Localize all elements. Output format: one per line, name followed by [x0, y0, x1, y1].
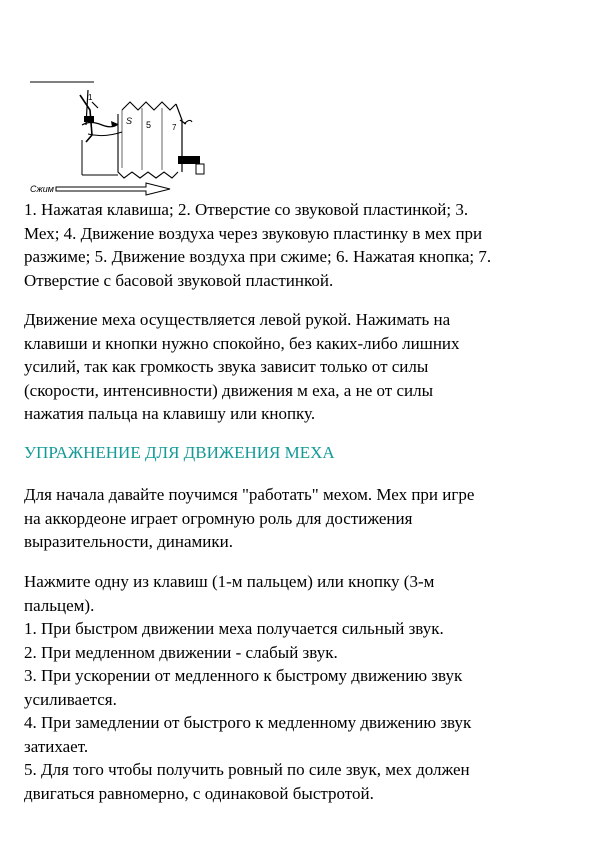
paragraph-line: Движение меха осуществляется левой рукой. Нажимать на — [24, 310, 451, 329]
step-item: 2. При медленном движении - слабый звук. — [24, 642, 338, 662]
caption-line: Отверстие с басовой звуковой пластинкой. — [24, 270, 334, 290]
bass-air-line — [184, 120, 192, 124]
caption-line: 1. Нажатая клавиша; 2. Отверстие со звуковой пластинкой; 3. — [24, 200, 469, 219]
paragraph-line: (скорости, интенсивности) движения м еха, а не от силы — [24, 380, 433, 400]
step-item: 4. При замедлении от быстрого к медленному движению звук — [24, 713, 472, 732]
diagram-drawing — [22, 80, 232, 198]
paragraph-line: на аккордеоне играет огромную роль для достижения — [24, 508, 413, 528]
diagram-label-s: S — [126, 116, 133, 126]
section-heading: УПРАЖНЕНИЕ ДЛЯ ДВИЖЕНИЯ МЕХА — [24, 443, 335, 462]
diagram-label-5: 5 — [146, 120, 152, 130]
paragraph-line: Для начала давайте поучимся "работать" мехом. Мех при игре — [24, 485, 475, 504]
paragraph-line: Нажмите одну из клавиш (1-м пальцем) или кнопку (3-м — [24, 572, 435, 591]
step-item: 5. Для того чтобы получить ровный по силе звук, мех должен — [24, 760, 470, 779]
paragraph-line: пальцем). — [24, 595, 95, 615]
paragraph-line: усилий, так как громкость звука зависит только от силы — [24, 357, 429, 376]
exercise-steps — [24, 570, 576, 805]
diagram-label-1: 1 — [88, 93, 93, 102]
key-pressed-block — [84, 116, 94, 122]
air-flow-line-2 — [88, 132, 122, 136]
step-item: двигаться равномерно, с одинаковой быстротой. — [24, 783, 374, 803]
caption-line: разжиме; 5. Движение воздуха при сжиме; 6. Нажатая кнопка; 7. — [24, 247, 492, 266]
bellows-top-folds — [122, 102, 176, 110]
diagram-label-7: 7 — [172, 123, 177, 132]
paragraph-line: нажатия пальца на клавишу или кнопку. — [24, 404, 316, 423]
step-item: 1. При быстром движении меха получается сильный звук. — [24, 619, 444, 638]
compress-arrow — [56, 183, 170, 195]
step-item: усиливается. — [24, 689, 117, 709]
paragraph-line: выразительности, динамики. — [24, 532, 233, 551]
paragraph-line: клавиши и кнопки нужно спокойно, без каких-либо лишних — [24, 333, 460, 353]
step-item: затихает. — [24, 736, 89, 756]
accordion-bellows-diagram — [22, 80, 232, 198]
bass-plate-block — [178, 156, 200, 164]
caption-line: Мех; 4. Движение воздуха через звуковую пластинку в мех при — [24, 223, 483, 243]
bass-button — [196, 164, 204, 174]
left-case — [82, 140, 118, 175]
diagram-label-compress: Сжим — [30, 184, 54, 194]
figure-caption — [24, 198, 576, 292]
intro-paragraph — [24, 483, 576, 554]
step-item: 3. При ускорении от медленного к быстрому движению звук — [24, 666, 463, 685]
bellows-movement-paragraph — [24, 308, 576, 426]
